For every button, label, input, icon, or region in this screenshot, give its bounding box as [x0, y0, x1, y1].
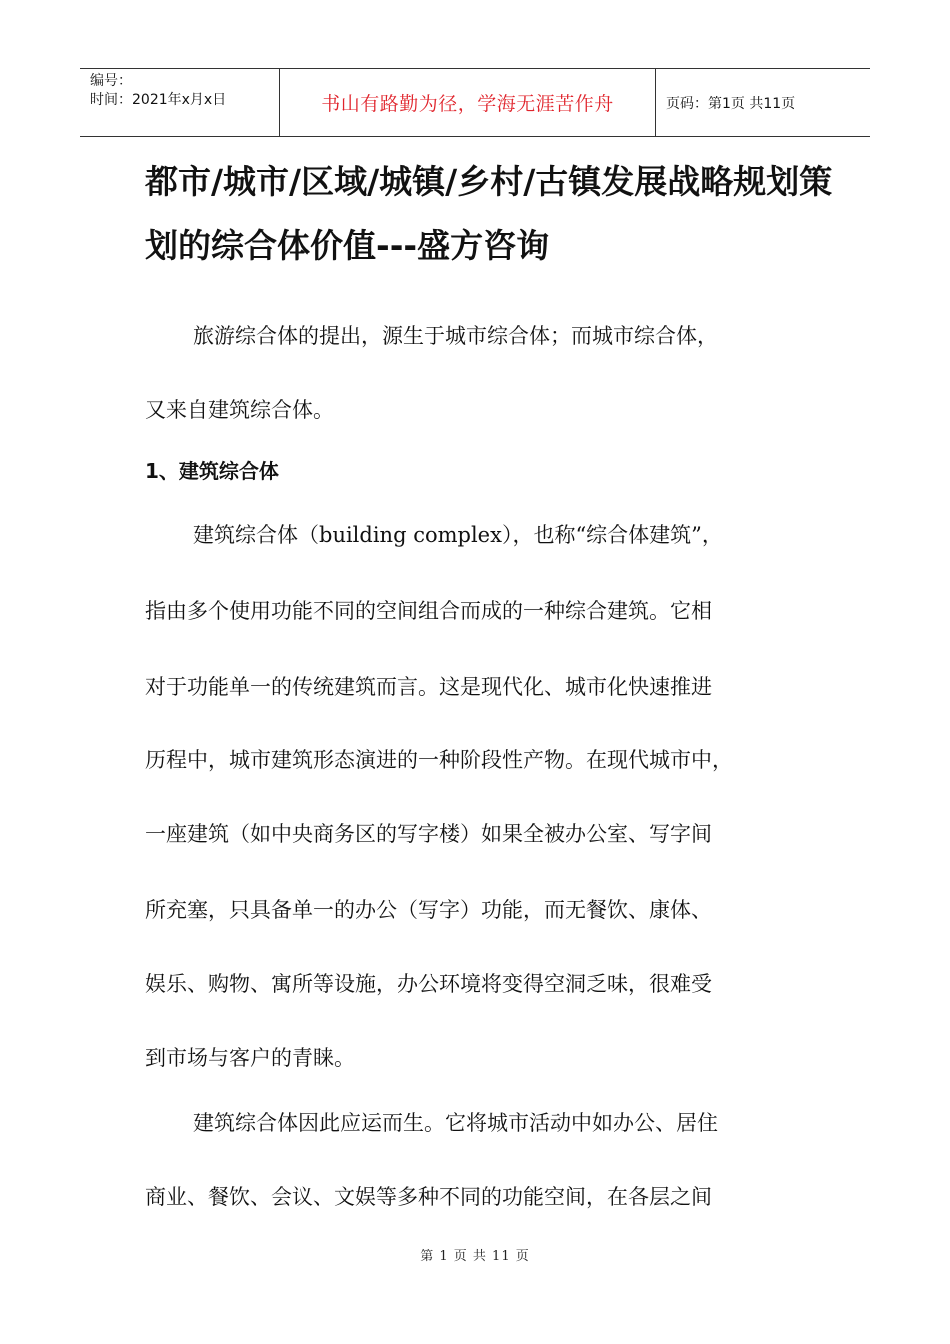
body-line: 旅游综合体的提出，源生于城市综合体；而城市综合体，	[193, 324, 718, 348]
body-line: 又来自建筑综合体。	[145, 398, 334, 422]
body-line: 指由多个使用功能不同的空间组合而成的一种综合建筑。它相	[145, 599, 712, 623]
document-title: 都市/城市/区域/城镇/乡村/古镇发展战略规划策划的综合体价值---盛方咨询	[145, 162, 833, 265]
body-line: 一座建筑（如中央商务区的写字楼）如果全被办公室、写字间	[145, 822, 712, 846]
body-line: 建筑综合体（building complex），也称“综合体建筑”，	[193, 523, 723, 547]
body-line: 商业、餐饮、会议、文娱等多种不同的功能空间，在各层之间	[145, 1185, 712, 1209]
body-line: 所充塞，只具备单一的办公（写字）功能，而无餐饮、康体、	[145, 898, 712, 922]
body-line: 娱乐、购物、寓所等设施，办公环境将变得空洞乏味，很难受	[145, 972, 712, 996]
header-meta	[80, 69, 280, 136]
body-line: 对于功能单一的传统建筑而言。这是现代化、城市化快速推进	[145, 675, 712, 699]
header-page-info: 页码：第1页 共11页	[666, 95, 796, 112]
body-line: 建筑综合体因此应运而生。它将城市活动中如办公、居住	[193, 1111, 718, 1135]
section-heading: 1、建筑综合体	[145, 459, 279, 483]
page-footer: 第 1 页 共 11 页	[420, 1249, 530, 1264]
number-label: 编号：	[90, 73, 132, 89]
time-label: 时间：2021年x月x日	[90, 92, 227, 108]
document-header	[80, 68, 870, 137]
header-motto: 书山有路勤为径，学海无涯苦作舟	[280, 69, 656, 136]
body-line: 历程中，城市建筑形态演进的一种阶段性产物。在现代城市中，	[145, 748, 733, 772]
body-line: 到市场与客户的青睐。	[145, 1046, 355, 1070]
